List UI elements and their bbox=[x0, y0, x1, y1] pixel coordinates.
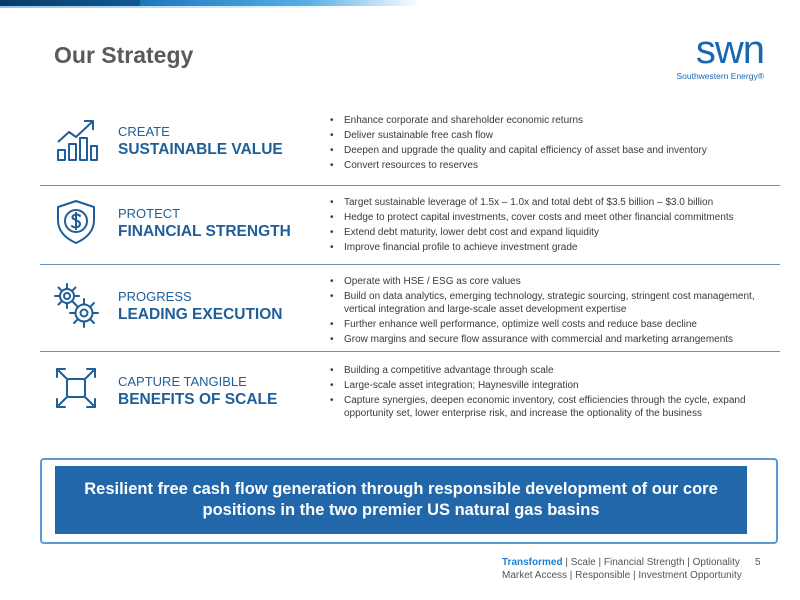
category-protect bbox=[118, 206, 318, 241]
growth-chart-icon bbox=[52, 116, 100, 164]
summary-banner bbox=[55, 466, 747, 534]
bullet-list bbox=[330, 364, 785, 422]
page-title: Our Strategy bbox=[54, 42, 194, 68]
dollar-shield-icon bbox=[52, 198, 100, 246]
list-item: • Large-scale asset integration; Haynesville integration bbox=[330, 379, 785, 392]
category-verb: CAPTURE TANGIBLE bbox=[118, 374, 247, 389]
footer-tagline bbox=[502, 556, 742, 582]
category-verb: CREATE bbox=[118, 124, 170, 139]
category-heading: FINANCIAL STRENGTH bbox=[118, 223, 291, 240]
row-divider bbox=[40, 185, 780, 186]
company-logo bbox=[666, 30, 764, 86]
bullet-list bbox=[330, 275, 785, 348]
category-verb: PROGRESS bbox=[118, 289, 192, 304]
list-item: • Build on data analytics, emerging technology, strategic sourcing, stringent cost management, vertical integration and large-scale asset development expertise bbox=[330, 290, 785, 316]
strategy-row-progress bbox=[40, 273, 780, 349]
list-item: • Capture synergies, deepen economic inventory, cost efficiencies through the cycle, expand opportunity set, lower enterprise risk, and increase the optionality of the business bbox=[330, 394, 785, 420]
top-accent-bar bbox=[0, 0, 800, 8]
page-number: 5 bbox=[755, 557, 761, 568]
bullet-list bbox=[330, 114, 785, 174]
footer-line-1 bbox=[502, 556, 742, 569]
logo-mark: swn bbox=[695, 28, 764, 72]
bullet-list bbox=[330, 196, 785, 256]
list-item: • Enhance corporate and shareholder economic returns bbox=[330, 114, 785, 127]
list-item: • Convert resources to reserves bbox=[330, 159, 785, 172]
footer-active-item: Transformed bbox=[502, 557, 563, 568]
footer-line-1-rest: | Scale | Financial Strength | Optionality bbox=[562, 557, 740, 568]
category-heading: BENEFITS OF SCALE bbox=[118, 391, 278, 408]
strategy-row-create bbox=[40, 112, 780, 184]
row-divider bbox=[40, 264, 780, 265]
category-heading: SUSTAINABLE VALUE bbox=[118, 141, 283, 158]
category-verb: PROTECT bbox=[118, 206, 181, 221]
category-capture bbox=[118, 374, 318, 409]
category-heading: LEADING EXECUTION bbox=[118, 306, 283, 323]
list-item: • Hedge to protect capital investments, cover costs and meet other financial commitments bbox=[330, 211, 785, 224]
category-progress bbox=[118, 289, 318, 324]
gears-icon bbox=[52, 281, 100, 329]
list-item: • Building a competitive advantage through scale bbox=[330, 364, 785, 377]
expand-arrows-icon bbox=[52, 364, 100, 412]
list-item: • Extend debt maturity, lower debt cost and expand liquidity bbox=[330, 226, 785, 239]
footer-line-2: Market Access | Responsible | Investment Opportunity bbox=[502, 570, 742, 581]
strategy-row-protect bbox=[40, 194, 780, 264]
category-create bbox=[118, 124, 318, 159]
list-item: • Target sustainable leverage of 1.5x – 1.0x and total debt of $3.5 billion – $3.0 billion bbox=[330, 196, 785, 209]
banner-text: Resilient free cash flow generation through responsible development of our core positions in the two premier US natural gas basins bbox=[84, 480, 718, 519]
list-item: • Grow margins and secure flow assurance with commercial and marketing arrangements bbox=[330, 333, 785, 346]
strategy-row-capture bbox=[40, 362, 780, 432]
list-item: • Deliver sustainable free cash flow bbox=[330, 129, 785, 142]
list-item: • Improve financial profile to achieve investment grade bbox=[330, 241, 785, 254]
row-divider bbox=[40, 351, 780, 352]
list-item: • Further enhance well performance, optimize well costs and reduce base decline bbox=[330, 318, 785, 331]
list-item: • Operate with HSE / ESG as core values bbox=[330, 275, 785, 288]
logo-tagline: Southwestern Energy® bbox=[676, 71, 764, 81]
list-item: • Deepen and upgrade the quality and capital efficiency of asset base and inventory bbox=[330, 144, 785, 157]
